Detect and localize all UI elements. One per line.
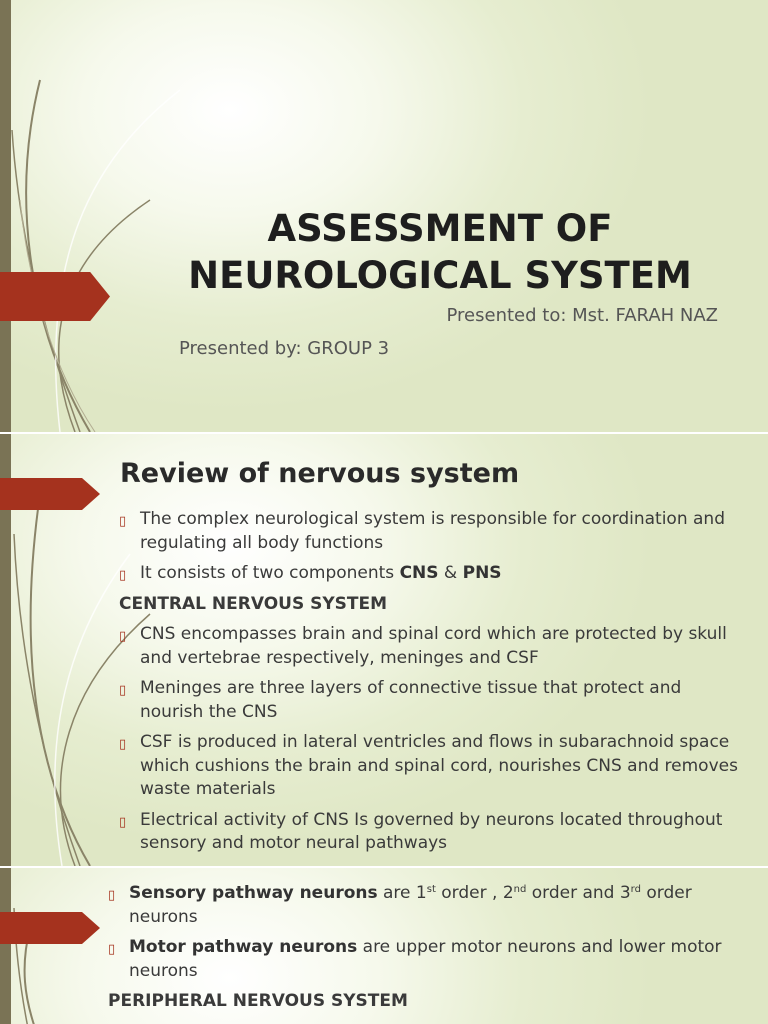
bullet-text: are upper motor neurons and lower motor neurons: [129, 937, 722, 981]
slide-content: [118, 508, 738, 863]
motor-term: Motor pathway neurons: [129, 937, 358, 957]
cns-term: CNS: [399, 563, 439, 583]
slide-title: [0, 0, 768, 432]
superscript: nd: [513, 884, 527, 895]
bullet-marker-icon: ▯: [119, 683, 127, 698]
section-heading-pns: PERIPHERAL NERVOUS SYSTEM: [108, 991, 408, 1011]
ampersand: &: [438, 563, 463, 583]
bullet-marker-icon: ▯: [119, 814, 127, 830]
slide-review: [0, 434, 768, 866]
red-arrow-tab: [0, 272, 110, 321]
left-accent-bar: [0, 0, 11, 432]
red-arrow-tab: [0, 478, 100, 510]
bullet-text: The complex neurological system is responsible for coordination and regulating all body functions: [140, 509, 725, 553]
superscript: st: [426, 884, 436, 895]
bullet-marker-icon: ▯: [108, 888, 116, 903]
bullet-text: Meninges are three layers of connective tissue that protect and nourish the CNS: [140, 678, 682, 722]
bullet-text: CSF is produced in lateral ventricles and flows in subarachnoid space which cushions the brain and spinal cord, nourishes CNS and removes waste materials: [140, 732, 738, 799]
pns-term: PNS: [462, 563, 502, 583]
bullet-item: [118, 677, 738, 724]
slide-heading: Review of nervous system: [120, 458, 520, 489]
bullet-text: are 1: [377, 883, 427, 903]
bullet-item: [118, 623, 738, 670]
title-line-1: ASSESSMENT OF: [267, 207, 613, 250]
slide-content: [107, 882, 747, 1021]
slide-pathways: [0, 868, 768, 1024]
superscript: rd: [630, 884, 641, 895]
bullet-marker-icon: ▯: [119, 737, 127, 752]
bullet-marker-icon: ▯: [119, 568, 127, 583]
bullet-item: [118, 809, 738, 856]
bullet-marker-icon: ▯: [108, 942, 116, 957]
bullet-text: Electrical activity of CNS Is governed by neurons located throughout sensory and motor neural pathways: [140, 809, 723, 853]
bullet-text: order , 2: [435, 883, 514, 903]
bullet-marker-icon: ▯: [119, 514, 127, 529]
left-accent-bar: [0, 868, 11, 1024]
bullet-item: [118, 508, 738, 555]
bullet-item: [118, 562, 738, 586]
slide-title-text: [120, 205, 760, 299]
bullet-marker-icon: ▯: [119, 629, 127, 644]
sensory-term: Sensory pathway neurons: [129, 883, 378, 903]
red-arrow-tab: [0, 912, 100, 944]
presented-by: Presented by: GROUP 3: [179, 338, 390, 359]
bullet-text: order and 3: [526, 883, 631, 903]
presented-to: Presented to: Mst. FARAH NAZ: [446, 305, 718, 326]
bullet-text: CNS encompasses brain and spinal cord which are protected by skull and vertebrae respectively, meninges and CSF: [140, 624, 727, 668]
bullet-item: [107, 882, 747, 929]
bullet-text: It consists of two components: [140, 563, 400, 583]
title-line-2: NEUROLOGICAL SYSTEM: [188, 254, 692, 297]
section-heading-cns: CENTRAL NERVOUS SYSTEM: [119, 593, 388, 614]
bullet-item: [118, 731, 738, 802]
bullet-text: order neurons: [129, 883, 692, 927]
bullet-item: [107, 936, 747, 983]
